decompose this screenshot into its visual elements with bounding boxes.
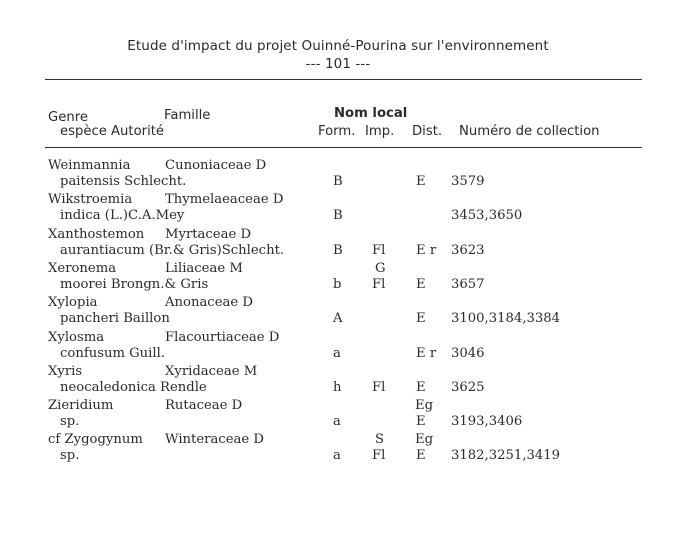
row-dist: E: [416, 311, 426, 327]
col-numero: Numéro de collection: [459, 124, 600, 139]
row-dist: E: [416, 379, 426, 395]
row-imp: Fl: [372, 448, 386, 464]
col-espece-autorite: espèce Autorité: [60, 124, 165, 139]
row-numero: 3623: [451, 242, 485, 258]
row-form: a: [333, 414, 341, 430]
row-espece-autorite: moorei Brongn.& Gris: [60, 276, 209, 292]
row-form: A: [333, 311, 343, 327]
row-dist-top: Eg: [415, 398, 434, 414]
row-espece-autorite: confusum Guill.: [60, 345, 166, 361]
row-imp-top: G: [375, 260, 386, 276]
row-numero: 3453,3650: [451, 208, 523, 224]
row-numero: 3657: [451, 276, 485, 292]
row-genre: cf Zygogynum: [48, 432, 143, 448]
row-espece-autorite: indica (L.)C.A.Mey: [60, 208, 185, 224]
header-rule: [45, 79, 642, 80]
row-numero: 3193,3406: [451, 414, 523, 430]
col-nom-local: Nom local: [334, 106, 408, 121]
document-title: Etude d'impact du projet Ouinné-Pourina sur l'environnement: [127, 38, 549, 54]
row-numero: 3100,3184,3384: [451, 311, 561, 327]
row-dist: E: [416, 448, 426, 464]
row-espece-autorite: paitensis Schlecht.: [60, 174, 187, 189]
row-dist: E r: [416, 242, 437, 258]
row-form: a: [333, 345, 341, 361]
row-genre: Xanthostemon: [48, 226, 145, 242]
row-espece-autorite: aurantiacum (Br.& Gris)Schlecht.: [60, 242, 285, 258]
column-header-rule: [45, 147, 642, 148]
row-famille: Liliaceae M: [165, 260, 243, 276]
row-espece-autorite: sp.: [60, 414, 80, 430]
row-famille: Winteraceae D: [165, 432, 264, 448]
row-form: a: [333, 448, 341, 464]
row-famille: Cunoniaceae D: [165, 158, 267, 173]
row-genre: Zieridium: [48, 398, 114, 414]
row-dist-top: Eg: [415, 432, 434, 448]
row-form: h: [333, 379, 342, 395]
row-espece-autorite: pancheri Baillon: [60, 311, 170, 327]
row-famille: Rutaceae D: [165, 398, 243, 414]
row-genre: Xyris: [48, 363, 83, 379]
row-imp-top: S: [375, 432, 385, 448]
row-famille: Anonaceae D: [165, 295, 253, 311]
row-form: B: [333, 208, 343, 224]
row-numero: 3046: [451, 345, 485, 361]
row-famille: Myrtaceae D: [165, 226, 252, 242]
row-genre: Xylopia: [48, 295, 98, 311]
row-imp: Fl: [372, 276, 386, 292]
row-genre: Xeronema: [48, 260, 117, 276]
row-dist: E r: [416, 345, 437, 361]
col-dist: Dist.: [412, 124, 443, 139]
col-imp: Imp.: [365, 124, 395, 139]
row-imp: Fl: [372, 242, 386, 258]
row-dist: E: [416, 414, 426, 430]
row-genre: Weinmannia: [48, 158, 131, 173]
row-numero: 3625: [451, 379, 485, 395]
col-form: Form.: [318, 124, 356, 139]
row-espece-autorite: neocaledonica Rendle: [60, 379, 207, 395]
row-dist: E: [416, 276, 426, 292]
row-famille: Flacourtiaceae D: [165, 329, 280, 345]
row-dist: E: [416, 174, 426, 189]
row-genre: Xylosma: [48, 329, 105, 345]
row-numero: 3579: [451, 174, 485, 189]
col-genre: Genre: [48, 110, 88, 125]
row-genre: Wikstroemia: [48, 192, 133, 208]
row-famille: Thymelaeaceae D: [165, 192, 284, 208]
col-famille: Famille: [164, 108, 211, 123]
row-form: b: [333, 276, 342, 292]
page-number: --- 101 ---: [305, 56, 371, 72]
row-espece-autorite: sp.: [60, 448, 80, 464]
row-numero: 3182,3251,3419: [451, 448, 561, 464]
row-imp: Fl: [372, 379, 386, 395]
row-famille: Xyridaceae M: [165, 363, 258, 379]
row-form: B: [333, 242, 343, 258]
row-form: B: [333, 174, 343, 189]
